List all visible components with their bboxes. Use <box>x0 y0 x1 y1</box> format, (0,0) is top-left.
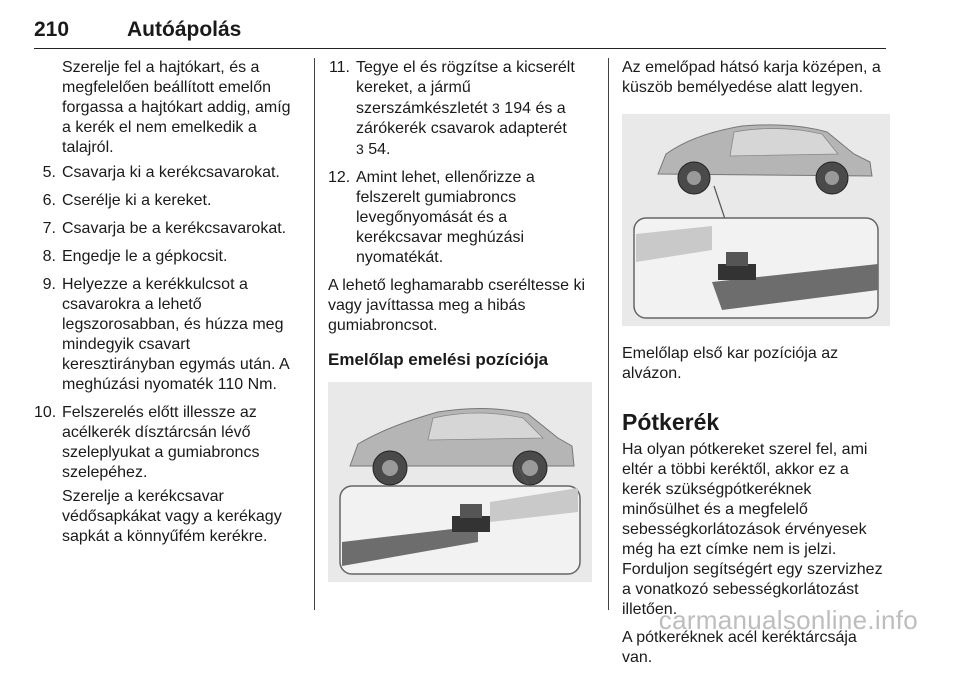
column-divider <box>314 58 315 610</box>
car-lift-rear-illustration <box>328 382 592 582</box>
column-middle <box>328 58 596 596</box>
step-intro-text: Szerelje fel a hajtókart, és a megfelelően beállított emelőn forgassa a hajtókart addig, amíg a kerék el nem emelkedik a talajról. <box>62 59 291 156</box>
list-item: 9. Helyezze a kerékkulcsot a csavarokra a lehető legszorosabban, és húzza meg mindegyik csavart keresztirányban egymás után. A meghúzási nyomaték 110 Nm. <box>42 276 289 393</box>
car-lift-front-illustration <box>622 114 890 326</box>
page-number: 210 <box>34 18 70 41</box>
paragraph: Az emelőpad hátsó karja középen, a küszöb bemélyedése alatt legyen. <box>622 59 881 96</box>
list-item-subtext: Szerelje a kerékcsavar védősapkákat vagy a kerékagy sapkát a könnyűfém kerékre. <box>62 488 282 545</box>
list-item: 12. Amint lehet, ellenőrizze a felszerelt gumiabroncs levegőnyomását és a kerékcsavar meghúzási nyomatékát. <box>328 169 535 266</box>
list-item: 8. Engedje le a gépkocsit. <box>42 248 228 265</box>
watermark: carmanualsonline.info <box>658 605 918 635</box>
paragraph: A pótkeréknek acél keréktárcsája van. <box>622 629 857 666</box>
list-item: 7. Csavarja be a kerékcsavarokat. <box>42 220 287 237</box>
paragraph: A lehető leghamarabb cseréltesse ki vagy javíttassa meg a hibás gumiabroncsot. <box>328 277 586 334</box>
list-item: 11. Tegye el és rögzítse a kicserélt kereket, a jármű szerszámkészletét 3 194 és a zárókerék csavarok adapterét 3 54. <box>328 59 575 158</box>
page-header <box>34 14 886 49</box>
chapter-title: Autóápolás <box>127 18 242 41</box>
paragraph: Ha olyan pótkereket szerel fel, ami eltér a többi keréktől, akkor ez a kerék szükségpótkeréknek minősülhet és a megfelelő sebességkorlátozások érvényesek még ha ezt címke nem is jelzi. Forduljon segítségért egy szervizhez a vonatkozó sebességkorlátozást illetően. <box>622 441 883 618</box>
list-item: 6. Cserélje ki a kereket. <box>42 192 212 209</box>
page-ref-arrow-icon: 3 <box>492 100 500 116</box>
column-left <box>34 58 302 555</box>
list-item: 10. Felszerelés előtt illessze az acélkerék dísztárcsán lévő szeleplyukat a gumiabroncs szelepéhez. Szerelje a kerékcsavar védősapkákat vagy a kerékagy sapkát a könnyűfém kerékre. <box>34 403 302 547</box>
list-item: 5. Csavarja ki a kerékcsavarokat. <box>42 164 280 181</box>
page-ref-arrow-icon: 3 <box>356 141 364 157</box>
column-right <box>622 58 890 676</box>
section-title: Emelőlap emelési pozíciója <box>328 350 549 369</box>
figure-caption: Emelőlap első kar pozíciója az alvázon. <box>622 345 839 382</box>
step-list <box>328 58 596 268</box>
step-list <box>34 163 302 547</box>
section-title-potkerek: Pótkerék <box>622 409 720 435</box>
column-divider <box>608 58 609 610</box>
